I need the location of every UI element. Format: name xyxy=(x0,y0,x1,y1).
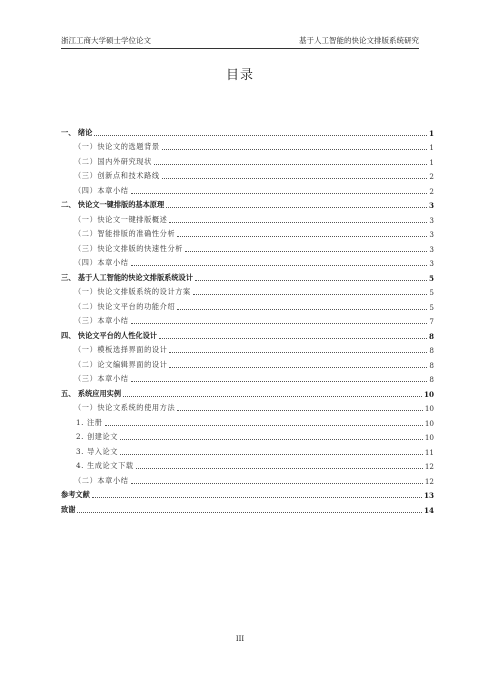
toc-dot-leader xyxy=(154,164,428,165)
toc-entry-title: （二）快论文平台的功能介绍 xyxy=(74,301,176,311)
toc-dot-leader xyxy=(131,265,428,266)
toc-entry-title: （三）创新点和技术路线 xyxy=(74,171,160,180)
toc-entry-title: 二、 快论文一键排版的基本原理 xyxy=(61,200,165,209)
running-header xyxy=(61,34,419,49)
toc-entry-page: 5 xyxy=(428,273,434,283)
toc-entry[interactable] xyxy=(61,138,434,153)
toc-entry[interactable] xyxy=(61,399,434,414)
toc-entry-page: 8 xyxy=(429,375,434,384)
toc-dot-leader xyxy=(131,323,428,324)
toc-dot-leader xyxy=(94,135,427,136)
toc-entry-title: （一）快论文一键排版概述 xyxy=(74,214,168,224)
toc-entry[interactable] xyxy=(61,196,434,211)
toc-entry-title: （二）智能排版的准确性分析 xyxy=(74,229,176,238)
header-thesis-title: 基于人工智能的快论文排版系统研究 xyxy=(299,36,419,45)
toc-entry-page: 8 xyxy=(428,331,434,341)
toc-entry-page: 3 xyxy=(429,244,434,254)
toc-entry[interactable] xyxy=(61,210,434,225)
toc-entry-page: 2 xyxy=(429,172,434,181)
toc-entry[interactable] xyxy=(61,312,434,327)
toc-entry[interactable] xyxy=(61,268,434,283)
toc-dot-leader xyxy=(131,483,423,484)
toc-entry-title: （三）本章小结 xyxy=(74,374,129,383)
toc-entry-page: 14 xyxy=(423,505,434,515)
toc-entry-page: 11 xyxy=(424,447,434,457)
toc-entry[interactable] xyxy=(61,225,434,240)
toc-entry[interactable] xyxy=(61,355,434,370)
toc-entry-title: （二）论文编辑界面的设计 xyxy=(74,359,168,369)
toc-entry[interactable] xyxy=(61,384,434,399)
toc-entry-title: （一）模板选择界面的设计 xyxy=(74,345,168,354)
toc-dot-leader xyxy=(159,338,427,339)
toc-entry-page: 10 xyxy=(424,433,434,442)
toc-dot-leader xyxy=(193,294,428,295)
toc-entry[interactable] xyxy=(61,500,434,515)
toc-dot-leader xyxy=(92,497,422,498)
toc-dot-leader xyxy=(105,425,423,426)
toc-entry-page: 5 xyxy=(429,288,434,297)
toc-entry[interactable] xyxy=(61,457,434,472)
page-number: III xyxy=(235,635,245,643)
toc-entry-title: 参考文献 xyxy=(61,490,90,499)
toc-entry-title: 三、 基于人工智能的快论文排版系统设计 xyxy=(61,272,193,282)
toc-entry-title: 五、 系统应用实例 xyxy=(61,388,122,398)
toc-entry-title: 2. 创建论文 xyxy=(76,432,119,441)
toc-dot-leader xyxy=(177,236,427,237)
page-title: 目录 xyxy=(225,68,254,83)
toc-entry-title: 4. 生成论文下载 xyxy=(76,461,134,470)
toc-entry-title: （一）快论文系统的使用方法 xyxy=(74,403,176,412)
toc-entry-title: 四、 快论文平台的人性化设计 xyxy=(61,330,157,340)
toc-dot-leader xyxy=(185,251,427,252)
toc-dot-leader xyxy=(169,352,427,353)
toc-dot-leader xyxy=(131,193,428,194)
toc-entry-page: 3 xyxy=(429,230,434,239)
toc-entry[interactable] xyxy=(61,167,434,182)
toc-entry-title: （一）快论文排版系统的设计方案 xyxy=(74,287,191,296)
toc-entry[interactable] xyxy=(61,370,434,385)
toc-dot-leader xyxy=(136,468,423,469)
toc-dot-leader xyxy=(120,439,423,440)
toc-entry[interactable] xyxy=(61,283,434,298)
toc-dot-leader xyxy=(169,367,427,368)
toc-entry[interactable] xyxy=(61,486,434,501)
toc-entry[interactable] xyxy=(61,254,434,269)
toc-entry-title: （一）快论文的选题背景 xyxy=(74,142,160,151)
toc-dot-leader xyxy=(120,454,423,455)
toc-entry[interactable] xyxy=(61,413,434,428)
toc-entry-page: 1 xyxy=(429,157,434,167)
toc-entry-title: （三）本章小结 xyxy=(74,316,129,325)
toc-entry-page: 3 xyxy=(429,259,434,268)
toc-entry-page: 10 xyxy=(424,418,434,428)
toc-entry[interactable] xyxy=(61,239,434,254)
toc-entry-page: 1 xyxy=(429,143,434,152)
toc-entry-page: 1 xyxy=(428,128,434,138)
toc-entry-title: 1. 注册 xyxy=(76,417,103,427)
toc-entry-title: 一、 绪论 xyxy=(61,127,93,137)
toc-entry-title: 致谢 xyxy=(61,504,76,514)
toc-entry-page: 12 xyxy=(424,476,434,486)
toc-dot-leader xyxy=(162,149,428,150)
toc-entry[interactable] xyxy=(61,123,434,138)
toc-dot-leader xyxy=(166,207,427,208)
toc-dot-leader xyxy=(131,381,428,382)
toc-entry-title: （四）本章小结 xyxy=(74,258,129,267)
toc-entry-page: 2 xyxy=(429,186,434,196)
toc-entry-title: （四）本章小结 xyxy=(74,185,129,195)
toc-entry-page: 12 xyxy=(424,462,434,471)
toc-entry[interactable] xyxy=(61,326,434,341)
toc-entry-page: 7 xyxy=(429,317,434,326)
toc-entry-title: （二）本章小结 xyxy=(74,475,129,485)
toc-entry-page: 8 xyxy=(429,346,434,355)
toc-entry[interactable] xyxy=(61,428,434,443)
toc-entry[interactable] xyxy=(61,442,434,457)
toc-entry-title: （二）国内外研究现状 xyxy=(74,156,152,166)
toc-entry-title: （三）快论文排版的快速性分析 xyxy=(74,243,184,253)
toc-dot-leader xyxy=(162,178,428,179)
table-of-contents xyxy=(61,123,434,515)
toc-entry-page: 3 xyxy=(429,215,434,225)
toc-entry-page: 10 xyxy=(424,404,434,413)
toc-dot-leader xyxy=(169,222,427,223)
toc-entry[interactable] xyxy=(61,471,434,486)
toc-entry-page: 13 xyxy=(423,491,434,500)
toc-entry-page: 10 xyxy=(423,389,434,399)
toc-entry-page: 5 xyxy=(429,302,434,312)
toc-dot-leader xyxy=(77,512,422,513)
header-school: 浙江工商大学硕士学位论文 xyxy=(61,36,151,45)
toc-dot-leader xyxy=(177,410,423,411)
toc-entry-page: 3 xyxy=(428,201,434,210)
toc-entry[interactable] xyxy=(61,152,434,167)
toc-entry[interactable] xyxy=(61,297,434,312)
toc-dot-leader xyxy=(195,280,427,281)
toc-entry-title: 3. 导入论文 xyxy=(76,446,119,456)
toc-entry[interactable] xyxy=(61,181,434,196)
toc-dot-leader xyxy=(123,396,422,397)
toc-dot-leader xyxy=(177,309,427,310)
toc-entry-page: 8 xyxy=(429,360,434,370)
toc-entry[interactable] xyxy=(61,341,434,356)
